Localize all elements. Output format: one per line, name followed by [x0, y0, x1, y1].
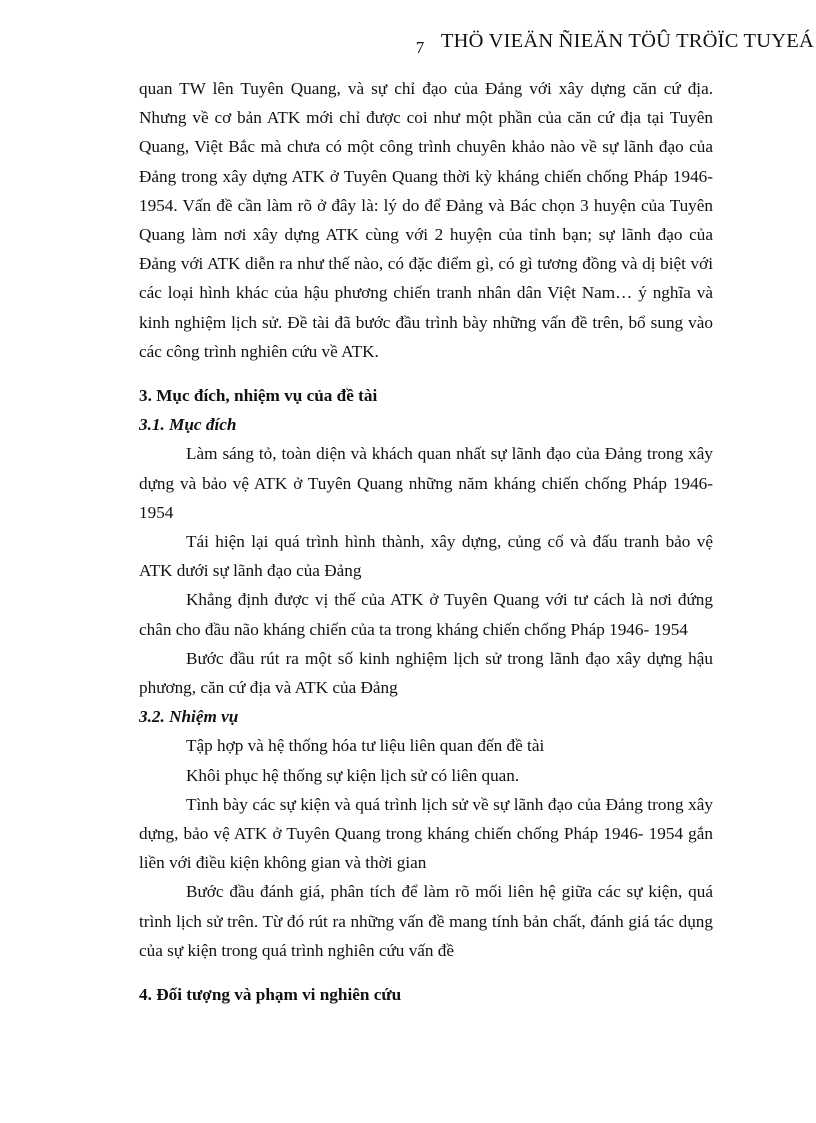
purpose-paragraph: Tái hiện lại quá trình hình thành, xây dựng, củng cố và đấu tranh bảo vệ ATK dưới sự lãnh đạo của Đảng	[139, 532, 713, 581]
intro-paragraph: quan TW lên Tuyên Quang, và sự chỉ đạo của Đảng với xây dựng căn cứ địa. Nhưng về cơ bản ATK mới chỉ được coi như một phần của căn cứ địa tại Tuyên Quang, Việt Bắc mà chưa có một công trình chuyên khảo nào về sự lãnh đạo của Đảng trong xây dựng ATK ở Tuyên Quang thời kỳ kháng chiến chống Pháp 1946- 1954. Vấn đề cần làm rõ ở đây là: lý do để Đảng và Bác chọn 3 huyện của Tuyên Quang làm nơi xây dựng ATK cùng với 2 huyện của tỉnh bạn; sự lãnh đạo của Đảng với ATK diễn ra như thế nào, có đặc điểm gì, có gì tương đồng và dị biệt với các loại hình khác của hậu phương chiến tranh nhân dân Việt Nam… ý nghĩa và kinh nghiệm lịch sử. Đề tài đã bước đầu trình bày những vấn đề trên, bổ sung vào các công trình nghiên cứu về ATK.	[139, 79, 713, 361]
library-watermark: THÖ VIEÄN ÑIEÄN TÖÛ TRÖÏC TUYEÁ	[440, 30, 814, 52]
page-number: 7	[415, 38, 425, 57]
section-3-1-heading: 3.1. Mục đích	[139, 415, 237, 435]
section-4-heading: 4. Đối tượng và phạm vi nghiên cứu	[139, 985, 402, 1005]
task-paragraph: Tập hợp và hệ thống hóa tư liệu liên quan đến đề tài	[186, 736, 545, 756]
task-paragraph: Bước đầu đánh giá, phân tích để làm rõ mối liên hệ giữa các sự kiện, quá trình lịch sử trên. Từ đó rút ra những vấn đề mang tính bản chất, đánh giá tác dụng của sự kiện trong quá trình nghiên cứu vấn đề	[139, 882, 713, 960]
section-3-2-heading: 3.2. Nhiệm vụ	[139, 707, 239, 727]
purpose-paragraph: Khẳng định được vị thế của ATK ở Tuyên Quang với tư cách là nơi đứng chân cho đầu não kháng chiến của ta trong kháng chiến chống Pháp 1946- 1954	[139, 590, 713, 639]
task-paragraph: Tình bày các sự kiện và quá trình lịch sử về sự lãnh đạo của Đảng trong xây dựng, bảo vệ ATK ở Tuyên Quang trong kháng chiến chống Pháp 1946- 1954 gắn liền với điều kiện không gian và thời gian	[139, 794, 713, 873]
purpose-paragraph: Làm sáng tỏ, toàn diện và khách quan nhất sự lãnh đạo của Đảng trong xây dựng và bảo vệ ATK ở Tuyên Quang những năm kháng chiến chống Pháp 1946- 1954	[139, 444, 713, 522]
document-body	[139, 74, 713, 1009]
purpose-paragraph: Bước đầu rút ra một số kinh nghiệm lịch sử trong lãnh đạo xây dựng hậu phương, căn cứ địa và ATK của Đảng	[139, 648, 713, 698]
task-paragraph: Khôi phục hệ thống sự kiện lịch sử có liên quan.	[186, 765, 520, 785]
section-3-heading: 3. Mục đích, nhiệm vụ của đề tài	[139, 386, 378, 406]
